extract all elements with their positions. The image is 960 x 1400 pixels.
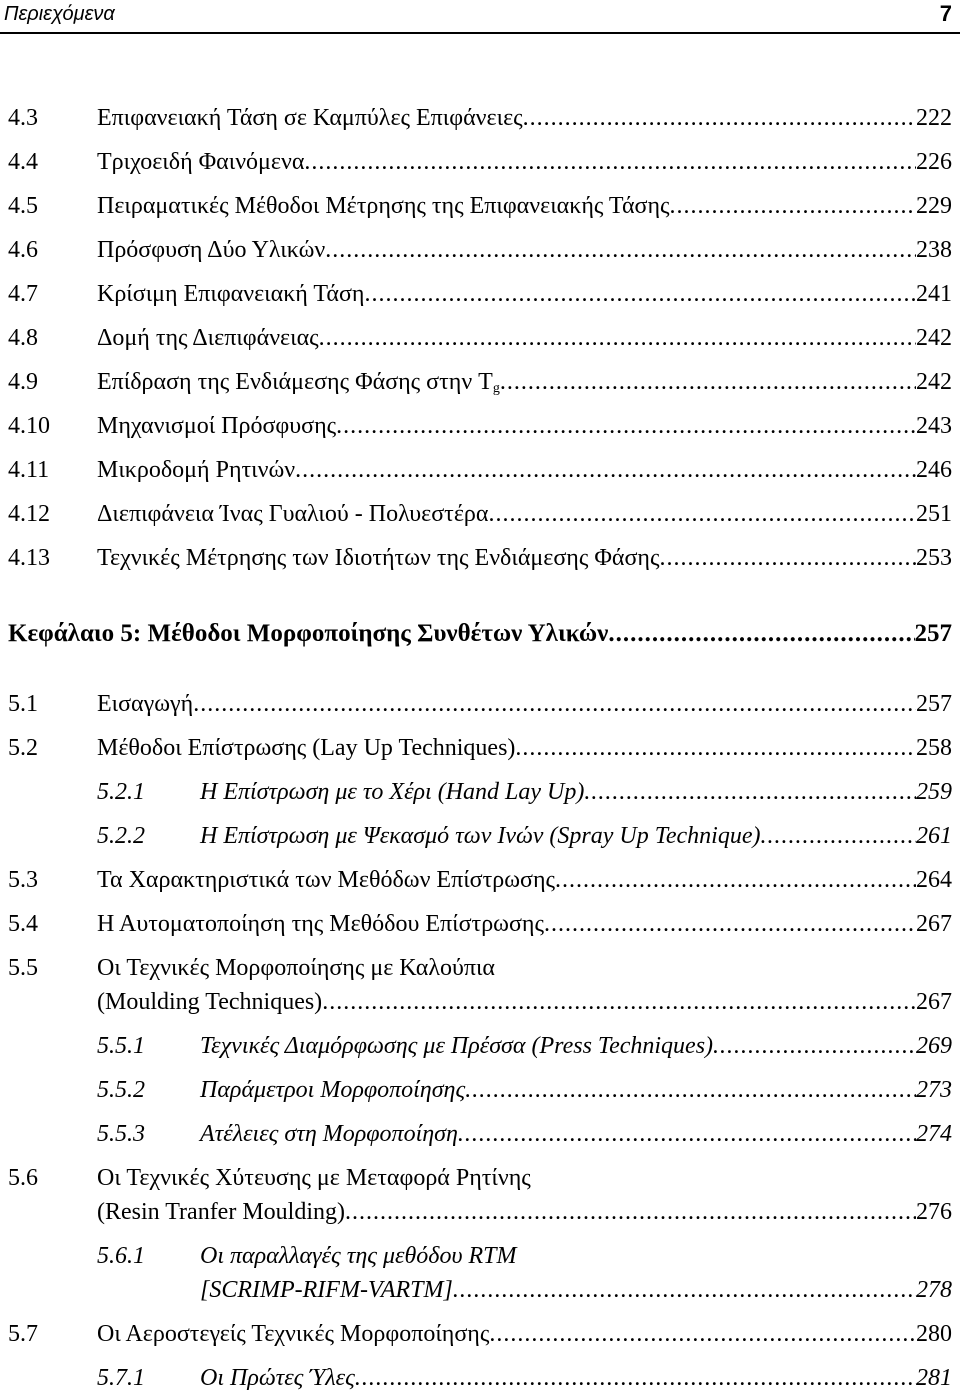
dot-leader — [345, 1196, 916, 1228]
dot-leader — [584, 776, 916, 808]
toc-entry-title: Οι Πρώτες Ύλες — [200, 1365, 355, 1391]
toc-entry — [0, 1240, 960, 1272]
toc-chapter-heading — [0, 618, 960, 650]
toc-entry-number: 4.3 — [8, 105, 38, 131]
toc-entry — [0, 1274, 960, 1306]
toc-entry-title: Πρόσφυση Δύο Υλικών — [97, 237, 326, 263]
toc-entry-number: 4.5 — [8, 193, 38, 219]
dot-leader — [515, 732, 916, 764]
toc-entry-title: Τεχνικές Μέτρησης των Ιδιοτήτων της Ενδιάμεσης Φάσης — [97, 545, 660, 571]
toc-entry — [0, 986, 960, 1018]
dot-leader — [713, 1030, 916, 1062]
toc-entry-page: 276 — [916, 1199, 952, 1225]
dot-leader — [488, 498, 916, 530]
toc-entry-page: 264 — [916, 867, 952, 893]
toc-entry-page: 281 — [916, 1365, 952, 1391]
toc-entry — [0, 908, 960, 940]
dot-leader — [319, 322, 916, 354]
dot-leader — [465, 1074, 916, 1106]
toc-entry — [0, 322, 960, 354]
toc-entry-number: 5.5.2 — [97, 1077, 145, 1103]
toc-entry-number: 5.5 — [8, 955, 38, 981]
toc-entry-number: 5.7 — [8, 1321, 38, 1347]
toc-entry — [0, 190, 960, 222]
toc-entry-title: Τριχοειδή Φαινόμενα — [97, 149, 305, 175]
toc-entry-title: Οι Αεροστεγείς Τεχνικές Μορφοποίησης — [97, 1321, 490, 1347]
toc-entry — [0, 952, 960, 984]
toc-entry-number: 5.3 — [8, 867, 38, 893]
toc-entry — [0, 1318, 960, 1350]
toc-entry-title: Επίδραση της Ενδιάμεσης Φάσης στην $T_g$ — [97, 369, 500, 396]
dot-leader — [364, 278, 916, 310]
dot-leader — [760, 820, 916, 852]
dot-leader — [325, 234, 916, 266]
toc-entry — [0, 1362, 960, 1394]
toc-entry — [0, 688, 960, 720]
toc-entry-title: Κρίσιμη Επιφανειακή Τάση — [97, 281, 365, 307]
toc-entry — [0, 1074, 960, 1106]
dot-leader — [489, 1318, 916, 1350]
toc-entry-page: 243 — [916, 413, 952, 439]
toc-entry-page: 259 — [916, 779, 952, 805]
toc-entry — [0, 454, 960, 486]
toc-entry-page: 222 — [916, 105, 952, 131]
header-page-number: 7 — [939, 1, 952, 26]
toc-entry-title: Τα Χαρακτηριστικά των Μεθόδων Επίστρωσης — [97, 867, 556, 893]
toc-entry — [0, 146, 960, 178]
toc-entry-page: 257 — [914, 620, 952, 647]
header-title: Περιεχόμενα — [4, 3, 115, 25]
toc-entry-number: 5.5.3 — [97, 1121, 145, 1147]
toc-entry-title: Τεχνικές Διαμόρφωσης με Πρέσσα (Press Techniques) — [200, 1033, 714, 1059]
toc-entry-number: 5.1 — [8, 691, 38, 717]
toc-entry-page: 251 — [916, 501, 952, 527]
toc-entry-number: 5.2.1 — [97, 779, 145, 805]
dot-leader — [608, 618, 914, 650]
toc-entry-number: 4.6 — [8, 237, 38, 263]
toc-entry-title: [SCRIMP-RIFM-VARTM] — [200, 1277, 453, 1303]
toc-entry-number: 5.6.1 — [97, 1243, 145, 1269]
toc-entry-number: 4.10 — [8, 413, 50, 439]
subscript: g — [492, 381, 500, 396]
toc-entry-title: Εισαγωγή — [97, 691, 194, 717]
toc-entry-title: Οι Τεχνικές Μορφοποίησης με Καλούπια — [97, 955, 495, 981]
toc-entry — [0, 732, 960, 764]
toc-entry-title: Παράμετροι Μορφοποίησης — [200, 1077, 466, 1103]
dot-leader — [500, 366, 916, 398]
dot-leader — [193, 688, 916, 720]
toc-entry-title: Η Επίστρωση με το Χέρι (Hand Lay Up) — [200, 779, 585, 805]
toc-entry-number: 4.13 — [8, 545, 50, 571]
toc-entry-number: 4.11 — [8, 457, 50, 483]
dot-leader — [544, 908, 916, 940]
toc-entry — [0, 410, 960, 442]
toc-entry-title: Η Αυτοματοποίηση της Μεθόδου Επίστρωσης — [97, 911, 544, 937]
toc-entry — [0, 278, 960, 310]
dot-leader — [336, 410, 916, 442]
toc-entry-title: (Resin Tranfer Moulding) — [97, 1199, 345, 1225]
toc-entry — [0, 542, 960, 574]
toc-entry-title: Οι παραλλαγές της μεθόδου RTM — [200, 1243, 517, 1269]
toc-entry — [0, 366, 960, 398]
toc-entry-page: 274 — [916, 1121, 952, 1147]
toc-entry — [0, 498, 960, 530]
dot-leader — [523, 102, 916, 134]
dot-leader — [322, 986, 916, 1018]
toc-entry-number: 5.5.1 — [97, 1033, 145, 1059]
toc-entry-title: Μέθοδοι Επίστρωσης (Lay Up Techniques) — [97, 735, 516, 761]
toc-entry-title: Διεπιφάνεια Ίνας Γυαλιού - Πολυεστέρα — [97, 501, 489, 527]
toc-entry-title: Η Επίστρωση με Ψεκασμό των Ινών (Spray Up Technique) — [200, 823, 761, 849]
toc-entry — [0, 1162, 960, 1194]
toc-entry-page: 253 — [916, 545, 952, 571]
toc-entry-title: Πειραματικές Μέθοδοι Μέτρησης της Επιφανειακής Τάσης — [97, 193, 670, 219]
toc-entry-page: 267 — [916, 989, 952, 1015]
dot-leader — [555, 864, 916, 896]
toc-entry — [0, 102, 960, 134]
toc-entry-title: Κεφάλαιο 5: Μέθοδοι Μορφοποίησης Συνθέτων Υλικών — [8, 620, 609, 647]
toc-entry-number: 4.12 — [8, 501, 50, 527]
dot-leader — [670, 190, 916, 222]
toc-entry — [0, 234, 960, 266]
toc-entry-number: 4.7 — [8, 281, 38, 307]
toc-entry-page: 246 — [916, 457, 952, 483]
toc-entry-page: 242 — [916, 369, 952, 395]
toc-entry-number: 5.6 — [8, 1165, 38, 1191]
page-header — [0, 0, 960, 34]
toc-entry-title: Ατέλειες στη Μορφοποίηση — [200, 1121, 458, 1147]
toc-entry-title: (Moulding Techniques) — [97, 989, 323, 1015]
toc-entry-title: Επιφανειακή Τάση σε Καμπύλες Επιφάνειες — [97, 105, 523, 131]
toc-entry-number: 5.4 — [8, 911, 38, 937]
toc-entry-number: 4.8 — [8, 325, 38, 351]
toc-entry-title: Μηχανισμοί Πρόσφυσης — [97, 413, 337, 439]
toc-entry-page: 258 — [916, 735, 952, 761]
dot-leader — [304, 146, 916, 178]
toc-entry-page: 257 — [916, 691, 952, 717]
toc-entry — [0, 1118, 960, 1150]
dot-leader — [295, 454, 916, 486]
toc-entry-number: 5.7.1 — [97, 1365, 145, 1391]
toc-entry-page: 273 — [916, 1077, 952, 1103]
toc-entry-title: Δομή της Διεπιφάνειας — [97, 325, 319, 351]
dot-leader — [453, 1274, 916, 1306]
dot-leader — [659, 542, 916, 574]
toc-entry-title: Οι Τεχνικές Χύτευσης με Μεταφορά Ρητίνης — [97, 1165, 531, 1191]
toc-entry-page: 261 — [916, 823, 952, 849]
toc-entry-page: 226 — [916, 149, 952, 175]
toc-entry-page: 269 — [916, 1033, 952, 1059]
toc-entry-number: 5.2.2 — [97, 823, 145, 849]
dot-leader — [355, 1362, 916, 1394]
toc-entry — [0, 776, 960, 808]
toc-entry-page: 242 — [916, 325, 952, 351]
toc-entry — [0, 820, 960, 852]
toc-entry-number: 4.9 — [8, 369, 38, 395]
toc-entry — [0, 864, 960, 896]
toc-entry — [0, 1030, 960, 1062]
toc-entry-number: 5.2 — [8, 735, 38, 761]
toc-entry-page: 241 — [916, 281, 952, 307]
toc-entry-title: Μικροδομή Ρητινών — [97, 457, 296, 483]
toc-entry-number: 4.4 — [8, 149, 38, 175]
toc-entry-page: 238 — [916, 237, 952, 263]
toc-entry-page: 267 — [916, 911, 952, 937]
dot-leader — [458, 1118, 916, 1150]
toc-entry — [0, 1196, 960, 1228]
toc-entry-page: 229 — [916, 193, 952, 219]
toc-entry-page: 280 — [916, 1321, 952, 1347]
toc-entry-page: 278 — [916, 1277, 952, 1303]
